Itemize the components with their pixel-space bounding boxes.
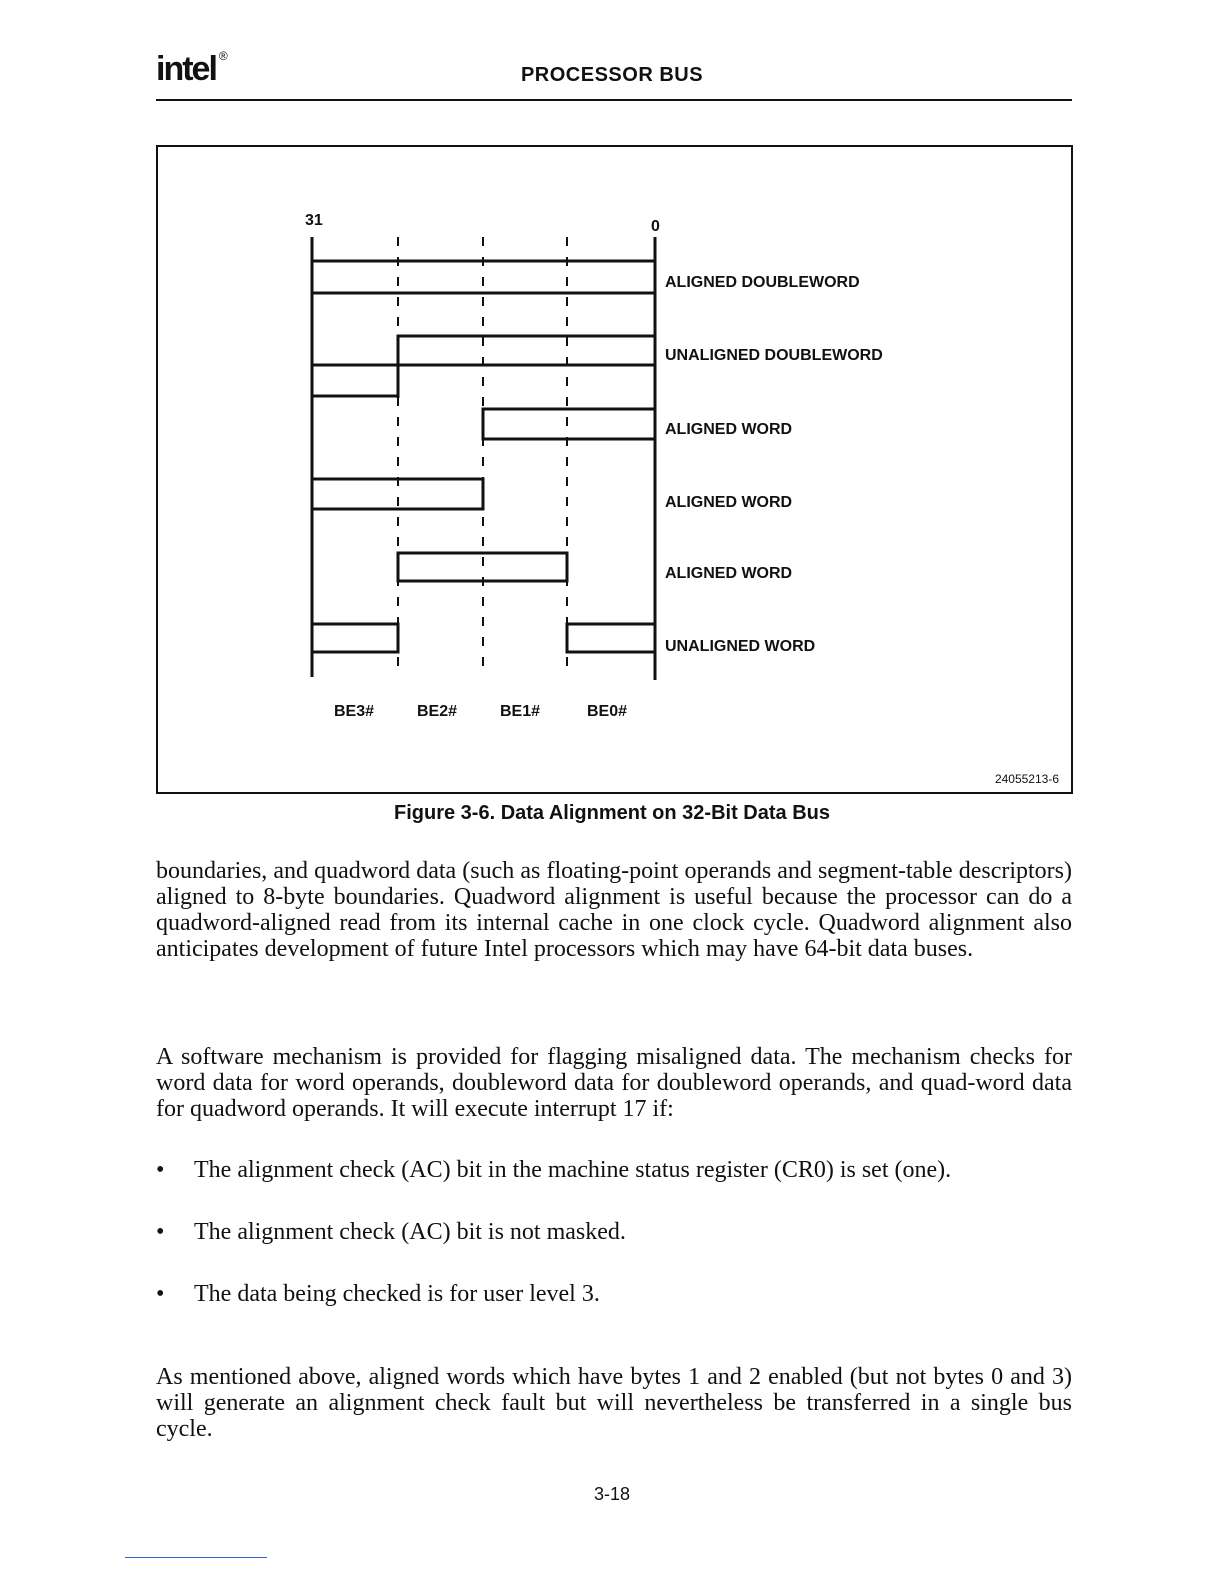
page-number: 3-18: [593, 1484, 631, 1504]
list-item-text: The alignment check (AC) bit in the machine status register (CR0) is set (one).: [194, 1157, 952, 1183]
unaligned-word-bar-high: [312, 624, 398, 652]
list-item: [156, 1281, 1072, 1343]
figure-data-alignment: [156, 145, 1073, 794]
be2-label: BE2#: [417, 703, 458, 720]
condition-list: [156, 1157, 1072, 1343]
bullet-icon: •: [156, 1157, 165, 1183]
list-item-text: The data being checked is for user level 3.: [194, 1281, 600, 1307]
row-label-3: ALIGNED WORD: [665, 421, 793, 438]
footer-rule: [125, 1557, 267, 1558]
bit-0-label: 0: [651, 218, 660, 235]
be1-label: BE1#: [500, 703, 541, 720]
bullet-icon: •: [156, 1219, 165, 1245]
list-item-text: The alignment check (AC) bit is not masked.: [194, 1219, 626, 1245]
running-head-title: PROCESSOR BUS: [520, 64, 704, 86]
bit-31-label: 31: [305, 212, 323, 229]
header-rule: [156, 99, 1072, 101]
row-label-5: ALIGNED WORD: [665, 565, 793, 582]
be0-label: BE0#: [587, 703, 628, 720]
figure-caption: Figure 3-6. Data Alignment on 32-Bit Data Bus: [394, 802, 830, 824]
row-label-6: UNALIGNED WORD: [665, 638, 816, 655]
row-label-4: ALIGNED WORD: [665, 494, 793, 511]
row-label-2: UNALIGNED DOUBLEWORD: [665, 347, 883, 364]
be3-label: BE3#: [334, 703, 375, 720]
row-label-1: ALIGNED DOUBLEWORD: [665, 274, 860, 291]
bullet-icon: •: [156, 1281, 165, 1307]
unaligned-word-bar-low: [567, 624, 655, 652]
figure-code: 24055213-6: [994, 772, 1059, 786]
body-paragraph-2: A software mechanism is provided for flagging misaligned data. The mechanism checks for word data for word operands, doubleword data for doubleword operands, and quad-word data for quadword operands. It will execute interrupt 17 if:: [156, 1044, 1072, 1122]
intel-logo: intel ®: [156, 48, 228, 88]
aligned-word-bar-1: [483, 409, 655, 439]
alignment-diagram: [158, 147, 1071, 792]
body-paragraph-3: As mentioned above, aligned words which have bytes 1 and 2 enabled (but not bytes 0 and 3) will generate an alignment check fault but will nevertheless be transferred in a single bus cycle.: [156, 1364, 1072, 1442]
list-item: [156, 1219, 1072, 1281]
list-item: [156, 1157, 1072, 1219]
body-paragraph-1: boundaries, and quadword data (such as floating-point operands and segment-table descriptors) aligned to 8-byte boundaries. Quadword alignment is useful because the processor can do a quadword-aligned read from its internal cache in one clock cycle. Quadword alignment also anticipates development of future Intel processors which may have 64-bit data buses.: [156, 858, 1072, 962]
